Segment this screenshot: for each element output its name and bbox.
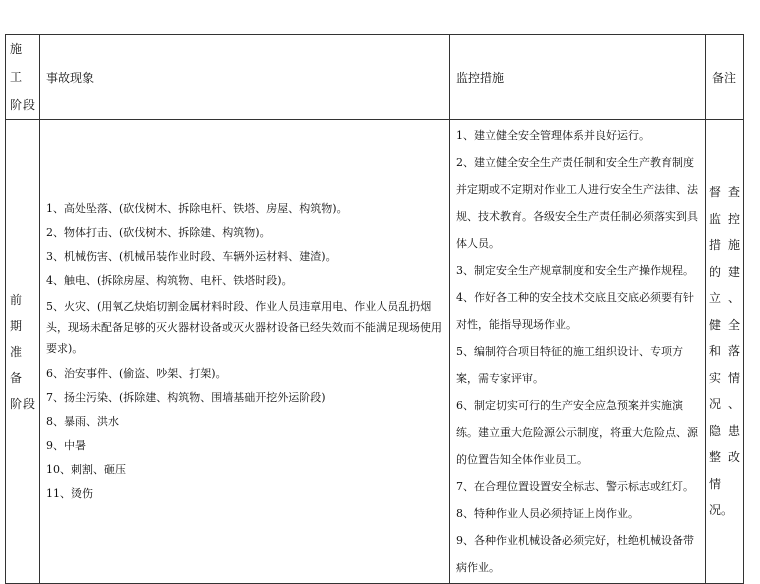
- header-notes: 备注: [706, 35, 744, 120]
- accidents-cell: [40, 120, 450, 584]
- measure-item: 9、各种作业机械设备必须完好，杜绝机械设备带病作业。: [456, 534, 694, 574]
- accident-item: 7、扬尘污染、(拆除建、构筑物、围墙基础开挖外运阶段): [46, 391, 326, 404]
- measure-item: 3、制定安全生产规章制度和安全生产操作规程。: [456, 264, 694, 277]
- accident-item: 5、火灾、(用氧乙炔焰切割金属材料时段、作业人员违章用电、作业人员乱扔烟头，现场未配备足够的灭火器材设备或灭火器材设备已经失效而不能满足现场使用要求)。: [46, 300, 442, 355]
- header-measures: 监控措施: [450, 35, 706, 120]
- header-accidents: 事故现象: [40, 35, 450, 120]
- measure-item: 4、作好各工种的安全技术交底且交底必须要有针对性，能指导现场作业。: [456, 291, 694, 331]
- note-cell: 督查监控措施的建立、健全和落实情况、隐患整改情况。: [706, 120, 744, 584]
- accident-item: 10、刺割、砸压: [46, 463, 126, 476]
- measure-item: 7、在合理位置设置安全标志、警示标志或红灯。: [456, 480, 694, 493]
- accident-list: [46, 197, 443, 506]
- accident-item: 6、治安事件、(偷盗、吵架、打架)。: [46, 367, 227, 380]
- accident-item: 4、触电、(拆除房屋、构筑物、电杆、铁塔时段)。: [46, 274, 293, 287]
- measure-item: 1、建立健全安全管理体系并良好运行。: [456, 129, 650, 142]
- accident-item: 1、高处坠落、(砍伐树木、拆除电杆、铁塔、房屋、构筑物)。: [46, 202, 348, 215]
- body-row: [6, 120, 744, 584]
- safety-monitoring-table: [5, 34, 744, 584]
- measure-list: [456, 122, 699, 581]
- accident-item: 3、机械伤害、(机械吊装作业时段、车辆外运材料、建渣)。: [46, 250, 337, 263]
- accident-item: 2、物体打击、(砍伐树木、拆除建、构筑物)。: [46, 226, 271, 239]
- header-row: [6, 35, 744, 120]
- measure-item: 2、建立健全安全生产责任制和安全生产教育制度并定期或不定期对作业工人进行安全生产法律、法规、技术教育。各级安全生产责任制必须落实到具体人员。: [456, 156, 698, 250]
- stage-cell: 前 期 准 备 阶段: [6, 120, 40, 584]
- accident-item: 9、中暑: [46, 439, 86, 452]
- measures-cell: [450, 120, 706, 584]
- accident-item: 8、暴雨、洪水: [46, 415, 119, 428]
- measure-item: 5、编制符合项目特征的施工组织设计、专项方案，需专家评审。: [456, 345, 683, 385]
- accident-item: 11、烫伤: [46, 487, 93, 500]
- measure-item: 6、制定切实可行的生产安全应急预案并实施演练。建立重大危险源公示制度，将重大危险点、源的位置告知全体作业员工。: [456, 399, 698, 466]
- header-stage: 施 工 阶段: [6, 35, 40, 120]
- measure-item: 8、特种作业人员必须持证上岗作业。: [456, 507, 639, 520]
